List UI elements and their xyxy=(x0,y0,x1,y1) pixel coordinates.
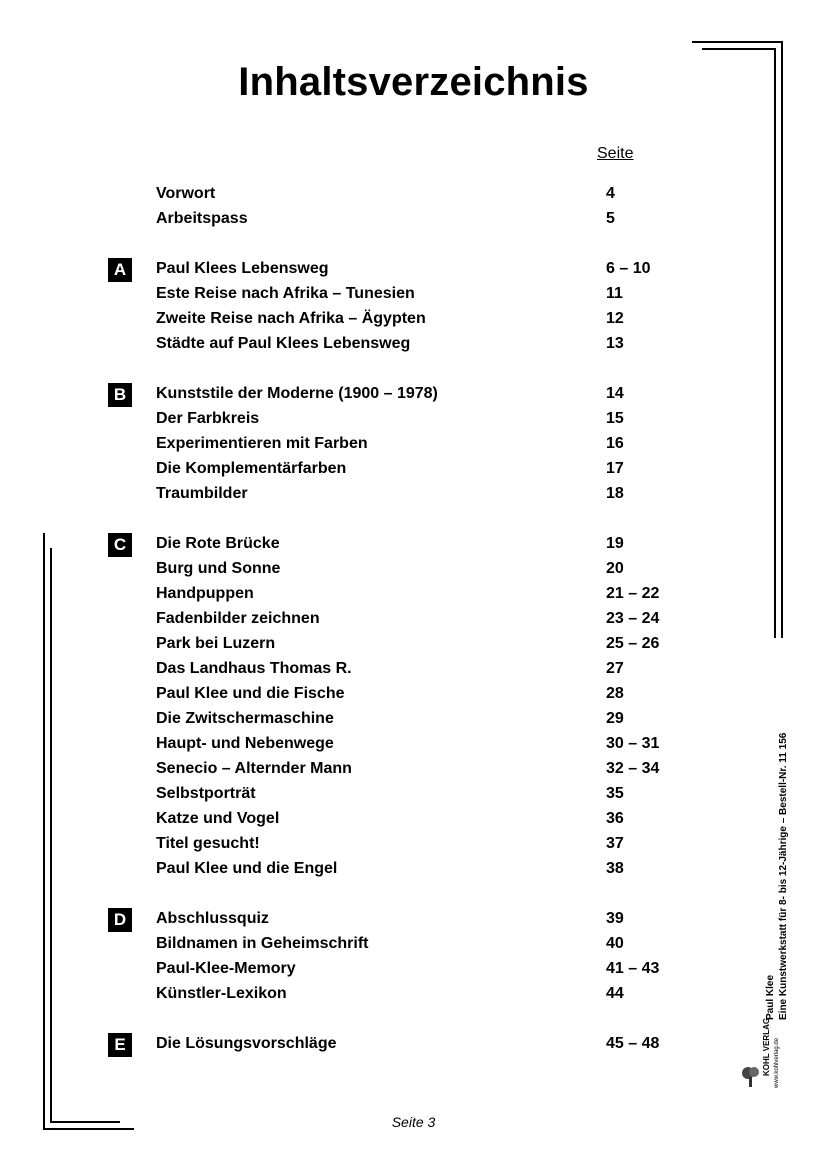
toc-entry-title: Titel gesucht! xyxy=(156,835,260,852)
toc-entry-page: 25 – 26 xyxy=(606,635,660,652)
toc-entry-page: 4 xyxy=(606,185,615,202)
toc-entry-page: 44 xyxy=(606,985,624,1002)
section-letter-badge: C xyxy=(108,533,132,557)
toc-entry-title: Experimentieren mit Farben xyxy=(156,435,368,452)
frame-right-line-outer xyxy=(781,41,783,638)
toc-entry-title: Este Reise nach Afrika – Tunesien xyxy=(156,285,415,302)
toc-entry xyxy=(0,210,827,235)
toc-entry xyxy=(0,960,827,985)
toc-entry-page: 6 – 10 xyxy=(606,260,651,277)
toc-entry-title: Handpuppen xyxy=(156,585,254,602)
toc-entry xyxy=(0,585,827,610)
toc-entry xyxy=(0,310,827,335)
toc-entry-page: 37 xyxy=(606,835,624,852)
page-column-header: Seite xyxy=(597,145,634,162)
toc-entry xyxy=(0,285,827,310)
toc-entry xyxy=(0,485,827,510)
toc-entry-page: 35 xyxy=(606,785,624,802)
toc-entry xyxy=(0,410,827,435)
logo-brand-text: KOHL VERLAG xyxy=(762,1017,771,1076)
tree-logo-icon xyxy=(741,1064,761,1088)
toc-entry-title: Arbeitspass xyxy=(156,210,248,227)
toc-entry-title: Bildnamen in Geheimschrift xyxy=(156,935,369,952)
toc-entry-page: 36 xyxy=(606,810,624,827)
page-number: Seite 3 xyxy=(391,1114,436,1130)
toc-entry-page: 14 xyxy=(606,385,624,402)
section-letter-badge: D xyxy=(108,908,132,932)
toc-entry-page: 17 xyxy=(606,460,624,477)
toc-entry-title: Paul Klee und die Fische xyxy=(156,685,345,702)
toc-entry-title: Paul-Klee-Memory xyxy=(156,960,296,977)
toc-entry-title: Die Rote Brücke xyxy=(156,535,280,552)
section-letter-badge: B xyxy=(108,383,132,407)
toc-entry xyxy=(0,560,827,585)
sidebar-book-title: Paul Klee xyxy=(765,974,776,1020)
toc-entry-title: Paul Klees Lebensweg xyxy=(156,260,329,277)
toc-entry-page: 30 – 31 xyxy=(606,735,660,752)
toc-entry-title: Fadenbilder zeichnen xyxy=(156,610,320,627)
toc-entry xyxy=(0,435,827,460)
toc-entry-title: Künstler-Lexikon xyxy=(156,985,287,1002)
toc-entry xyxy=(0,610,827,635)
toc-entry-title: Park bei Luzern xyxy=(156,635,276,652)
toc-entry-page: 32 – 34 xyxy=(606,760,660,777)
toc-entry xyxy=(0,785,827,810)
logo-website: www.kohlverlag.de xyxy=(774,1037,780,1088)
section-letter-badge: E xyxy=(108,1033,132,1057)
toc-entry-title: Das Landhaus Thomas R. xyxy=(156,660,352,677)
toc-entry-page: 15 xyxy=(606,410,624,427)
toc-entry xyxy=(0,710,827,735)
toc-entry-page: 16 xyxy=(606,435,624,452)
toc-entry-page: 19 xyxy=(606,535,624,552)
toc-entry-title: Städte auf Paul Klees Lebensweg xyxy=(156,335,411,352)
toc-entry-title: Vorwort xyxy=(156,185,216,202)
toc-entry xyxy=(0,835,827,860)
toc-entry-page: 40 xyxy=(606,935,624,952)
toc-entry xyxy=(0,660,827,685)
toc-entry xyxy=(0,760,827,785)
toc-entry-title: Der Farbkreis xyxy=(156,410,260,427)
toc-entry-title: Traumbilder xyxy=(156,485,248,502)
frame-right-line-inner xyxy=(774,48,776,638)
toc-entry-page: 38 xyxy=(606,860,624,877)
toc-entry xyxy=(0,810,827,835)
toc-entry-page: 29 xyxy=(606,710,624,727)
frame-top-line-outer xyxy=(692,41,783,43)
toc-entry-page: 41 – 43 xyxy=(606,960,660,977)
toc-entry xyxy=(0,335,827,360)
sidebar-book-subtitle: Eine Kunstwerkstatt für 8- bis 12-Jährige – Bestell-Nr. 11 156 xyxy=(778,732,789,1020)
toc-entry-title: Die Komplementärfarben xyxy=(156,460,347,477)
toc-entry-title: Zweite Reise nach Afrika – Ägypten xyxy=(156,310,426,327)
page-title: Inhaltsverzeichnis xyxy=(238,60,589,104)
toc-entry-title: Katze und Vogel xyxy=(156,810,280,827)
publisher-logo xyxy=(741,1018,781,1088)
toc-entry-page: 18 xyxy=(606,485,624,502)
toc-entry xyxy=(0,460,827,485)
toc-entry xyxy=(0,860,827,885)
frame-left-line-inner xyxy=(50,548,52,1123)
toc-entry-page: 5 xyxy=(606,210,615,227)
toc-entry xyxy=(0,685,827,710)
toc-entry-page: 45 – 48 xyxy=(606,1035,660,1052)
toc-entry-page: 13 xyxy=(606,335,624,352)
toc-entry-title: Burg und Sonne xyxy=(156,560,281,577)
toc-entry-title: Haupt- und Nebenwege xyxy=(156,735,334,752)
toc-entry-title: Paul Klee und die Engel xyxy=(156,860,338,877)
toc-entry xyxy=(0,185,827,210)
toc-entry-page: 28 xyxy=(606,685,624,702)
toc-entry xyxy=(0,935,827,960)
toc-entry-page: 27 xyxy=(606,660,624,677)
toc-entry-page: 12 xyxy=(606,310,624,327)
toc-entry-title: Senecio – Alternder Mann xyxy=(156,760,352,777)
section-letter-badge: A xyxy=(108,258,132,282)
toc-entry-title: Kunststile der Moderne (1900 – 1978) xyxy=(156,385,438,402)
frame-top-line-inner xyxy=(702,48,775,50)
toc-entry-page: 39 xyxy=(606,910,624,927)
toc-entry-page: 11 xyxy=(606,285,623,302)
toc-entry-page: 20 xyxy=(606,560,624,577)
frame-left-line-outer xyxy=(43,533,45,1130)
toc-entry-page: 23 – 24 xyxy=(606,610,660,627)
toc-entry xyxy=(0,735,827,760)
toc-entry-title: Die Lösungsvorschläge xyxy=(156,1035,337,1052)
toc-entry-page: 21 – 22 xyxy=(606,585,660,602)
toc-entry-title: Selbstporträt xyxy=(156,785,256,802)
toc-entry xyxy=(0,635,827,660)
toc-entry-title: Abschlussquiz xyxy=(156,910,269,927)
toc-entry-title: Die Zwitschermaschine xyxy=(156,710,334,727)
toc-entry xyxy=(0,985,827,1010)
